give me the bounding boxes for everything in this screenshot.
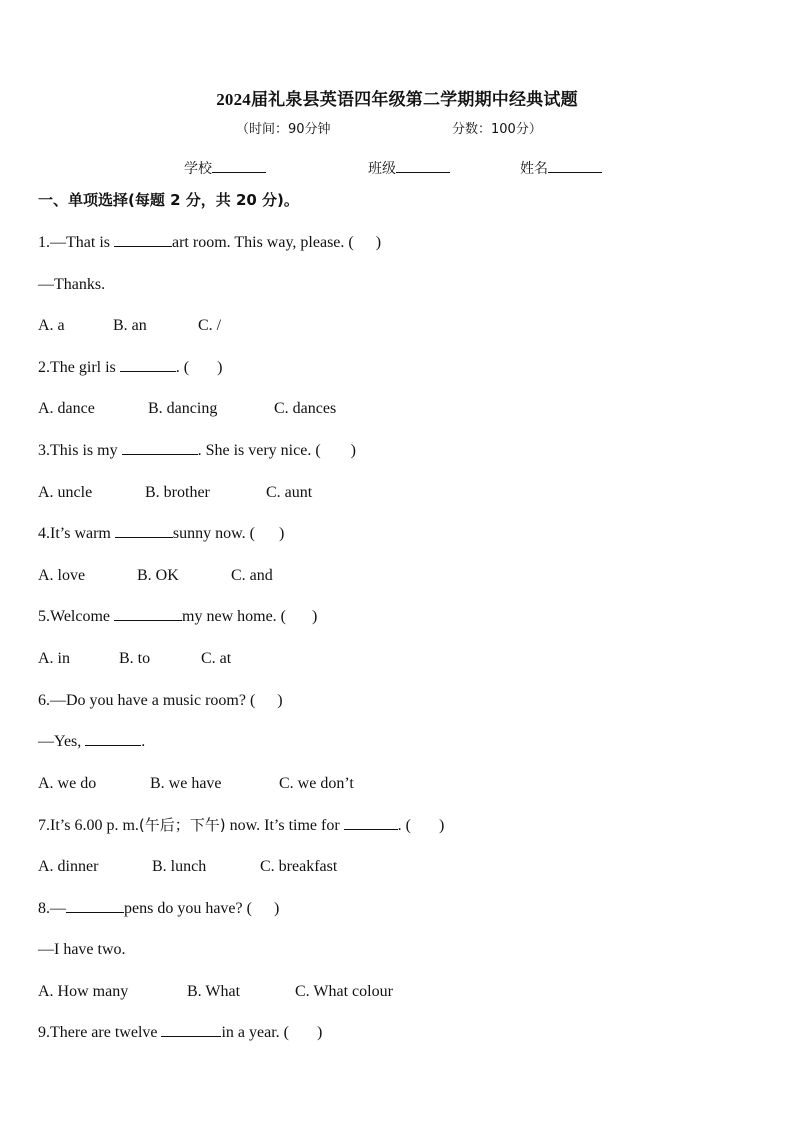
question-text: There are twelve — [50, 1024, 162, 1042]
paren-close: ) — [350, 441, 356, 459]
option-c[interactable]: C. we don’t — [279, 774, 354, 792]
paren-close: ) — [273, 899, 280, 917]
question-number: 6. — [38, 691, 50, 709]
option-c[interactable]: C. and — [231, 566, 273, 584]
question-text: The girl is — [50, 358, 120, 376]
school-blank[interactable] — [212, 158, 266, 173]
question-text: . ( — [175, 358, 190, 376]
option-b[interactable]: B. we have — [150, 774, 222, 792]
question-number: 8. — [38, 899, 50, 917]
option-b[interactable]: B. What — [187, 982, 241, 1000]
school-label: 学校 — [184, 161, 212, 177]
page-title: 2024届礼泉县英语四年级第二学期期中经典试题 — [216, 90, 578, 109]
question-5 — [38, 603, 758, 645]
question-text: It’s 6.00 p. m. — [50, 817, 139, 835]
chinese-gloss: (午后；下午) — [138, 816, 226, 835]
question-8-options — [38, 978, 758, 1020]
class-label: 班级 — [368, 161, 396, 177]
option-a[interactable]: A. we do — [38, 774, 97, 792]
answer-blank[interactable] — [122, 438, 198, 455]
option-b[interactable]: B. lunch — [152, 857, 207, 875]
class-blank[interactable] — [396, 158, 450, 173]
paren-close: ) — [278, 525, 285, 543]
paren-close: ) — [312, 608, 318, 626]
answer-blank[interactable] — [344, 813, 398, 830]
question-9 — [38, 1019, 758, 1061]
answer-blank[interactable] — [114, 230, 172, 247]
question-8 — [38, 895, 758, 937]
question-4 — [38, 520, 758, 562]
question-text: This is my — [50, 441, 122, 459]
question-2 — [38, 354, 758, 396]
answer-blank[interactable] — [114, 604, 182, 621]
answer-blank[interactable] — [120, 355, 176, 372]
question-6-options — [38, 770, 758, 812]
question-text: now. It’s time for — [225, 817, 344, 835]
question-text: in a year. ( — [221, 1024, 290, 1042]
question-text: That is — [66, 234, 114, 251]
question-8-reply: —I have two. — [38, 941, 126, 959]
option-b[interactable]: B. an — [113, 317, 147, 335]
option-c[interactable]: C. dances — [274, 400, 337, 418]
name-blank[interactable] — [548, 158, 602, 173]
paren-close: ) — [317, 1024, 323, 1042]
question-text: . ( — [397, 817, 411, 835]
question-number: 2. — [38, 358, 50, 376]
name-label: 姓名 — [520, 161, 548, 177]
question-1 — [38, 229, 758, 271]
answer-blank[interactable] — [115, 521, 173, 538]
option-a[interactable]: A. love — [38, 566, 86, 584]
option-c[interactable]: C. aunt — [266, 483, 313, 501]
reply-text: —Yes, — [38, 733, 86, 751]
question-number: 7. — [38, 817, 50, 835]
option-a[interactable]: A. a — [38, 317, 65, 335]
answer-blank[interactable] — [161, 1020, 221, 1037]
option-a[interactable]: A. How many — [38, 982, 129, 1000]
paren-close: ) — [277, 691, 283, 709]
question-text: pens do you have? ( — [124, 899, 252, 917]
question-text: art room. This way, please. ( — [172, 234, 354, 251]
option-c[interactable]: C. at — [201, 649, 232, 667]
question-4-options — [38, 562, 758, 604]
paren-close: ) — [375, 234, 382, 251]
exam-time: （时间：90分钟 — [236, 122, 331, 137]
question-7 — [38, 811, 758, 853]
option-b[interactable]: B. dancing — [148, 400, 218, 418]
option-c[interactable]: C. What colour — [295, 982, 393, 1000]
question-6 — [38, 687, 758, 729]
option-a[interactable]: A. dinner — [38, 857, 99, 875]
question-text: . She is very nice. ( — [197, 441, 321, 459]
question-1-options — [38, 312, 758, 354]
class-field — [368, 158, 450, 178]
paren-close: ) — [439, 817, 445, 835]
option-b[interactable]: B. brother — [145, 483, 210, 501]
section-title: 一、单项选择(每题 2 分，共 20 分)。 — [38, 191, 299, 209]
paren-close: ) — [217, 358, 223, 376]
option-c[interactable]: C. breakfast — [260, 857, 338, 875]
school-field — [184, 158, 266, 178]
question-number: 3. — [38, 441, 50, 459]
option-a[interactable]: A. dance — [38, 400, 95, 418]
question-text: my new home. ( — [182, 608, 286, 626]
question-1-reply: —Thanks. — [38, 275, 106, 293]
option-a[interactable]: A. uncle — [38, 483, 93, 501]
question-text: —Do you have a music room? ( — [50, 691, 256, 709]
option-b[interactable]: B. OK — [137, 566, 179, 584]
answer-blank[interactable] — [66, 896, 124, 913]
option-c[interactable]: C. / — [198, 317, 222, 335]
question-number: 9. — [38, 1024, 50, 1042]
question-list — [38, 229, 758, 1061]
question-6-reply — [38, 728, 758, 770]
question-text: Welcome — [50, 608, 115, 626]
question-number: 1. — [38, 234, 50, 251]
answer-blank[interactable] — [85, 729, 141, 746]
question-text: It’s warm — [50, 525, 115, 543]
question-text: sunny now. ( — [172, 525, 255, 543]
exam-score: 分数：100分） — [452, 122, 542, 137]
question-5-options — [38, 645, 758, 687]
question-number: 4. — [38, 525, 50, 543]
dash: — — [50, 234, 66, 251]
question-3 — [38, 437, 758, 479]
option-b[interactable]: B. to — [119, 649, 151, 667]
option-a[interactable]: A. in — [38, 649, 70, 667]
question-7-options — [38, 853, 758, 895]
reply-text: . — [141, 733, 146, 751]
question-text: — — [50, 899, 66, 917]
name-field — [520, 158, 602, 178]
question-3-options — [38, 479, 758, 521]
question-number: 5. — [38, 608, 50, 626]
question-2-options — [38, 395, 758, 437]
